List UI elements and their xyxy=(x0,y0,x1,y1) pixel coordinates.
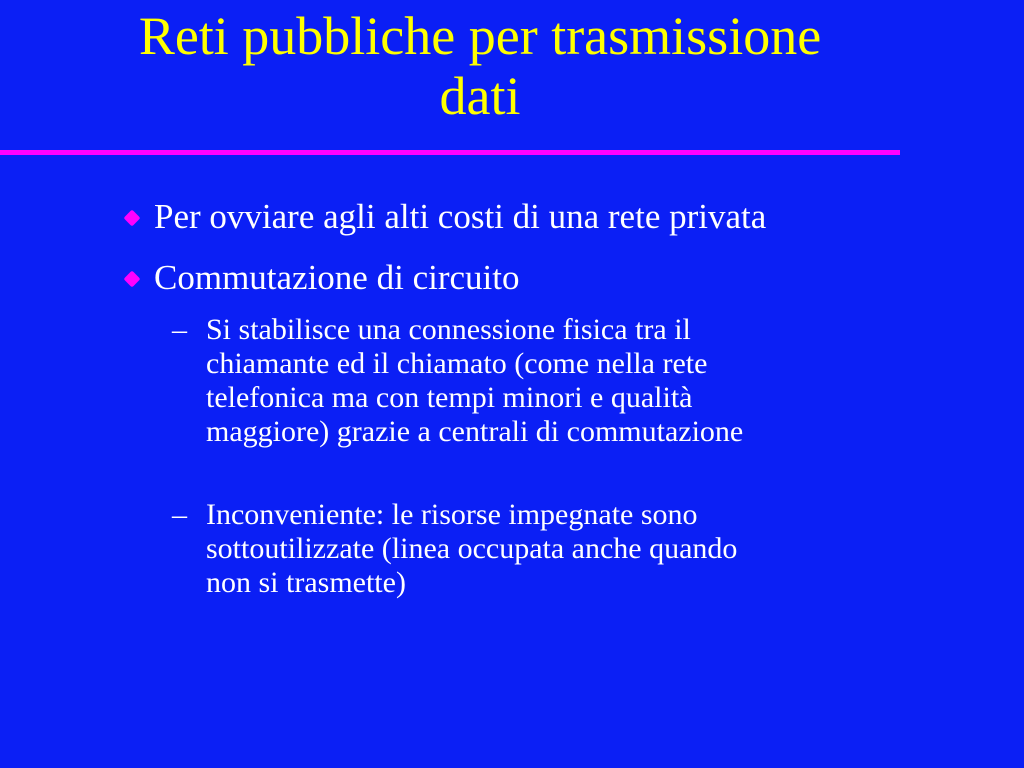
bullet-text: Per ovviare agli alti costi di una rete privata xyxy=(154,197,767,236)
slide-title-line2: dati xyxy=(439,66,521,126)
bullet-text: Commutazione di circuito xyxy=(154,258,520,297)
diamond-bullet-icon xyxy=(124,210,141,227)
sub-bullet-item xyxy=(172,313,946,449)
sub-bullet-text: Inconveniente: le risorse impegnate sono sottoutilizzate (linea occupata anche quando non si trasmette) xyxy=(206,498,738,599)
dash-marker: – xyxy=(172,498,187,531)
title-divider xyxy=(0,150,900,155)
sub-bullet-text: Si stabilisce una connessione fisica tra il chiamante ed il chiamato (come nella rete telefonica ma con tempi minori e qualità maggiore) grazie a centrali di commutazione xyxy=(206,313,744,448)
dash-marker: – xyxy=(172,313,187,346)
sub-bullet-item xyxy=(172,498,946,600)
slide-title xyxy=(0,6,960,126)
diamond-bullet-icon xyxy=(124,271,141,288)
slide-title-line1: Reti pubbliche per trasmissione xyxy=(138,6,822,66)
bullet-item xyxy=(124,258,519,298)
bullet-item xyxy=(124,197,766,237)
